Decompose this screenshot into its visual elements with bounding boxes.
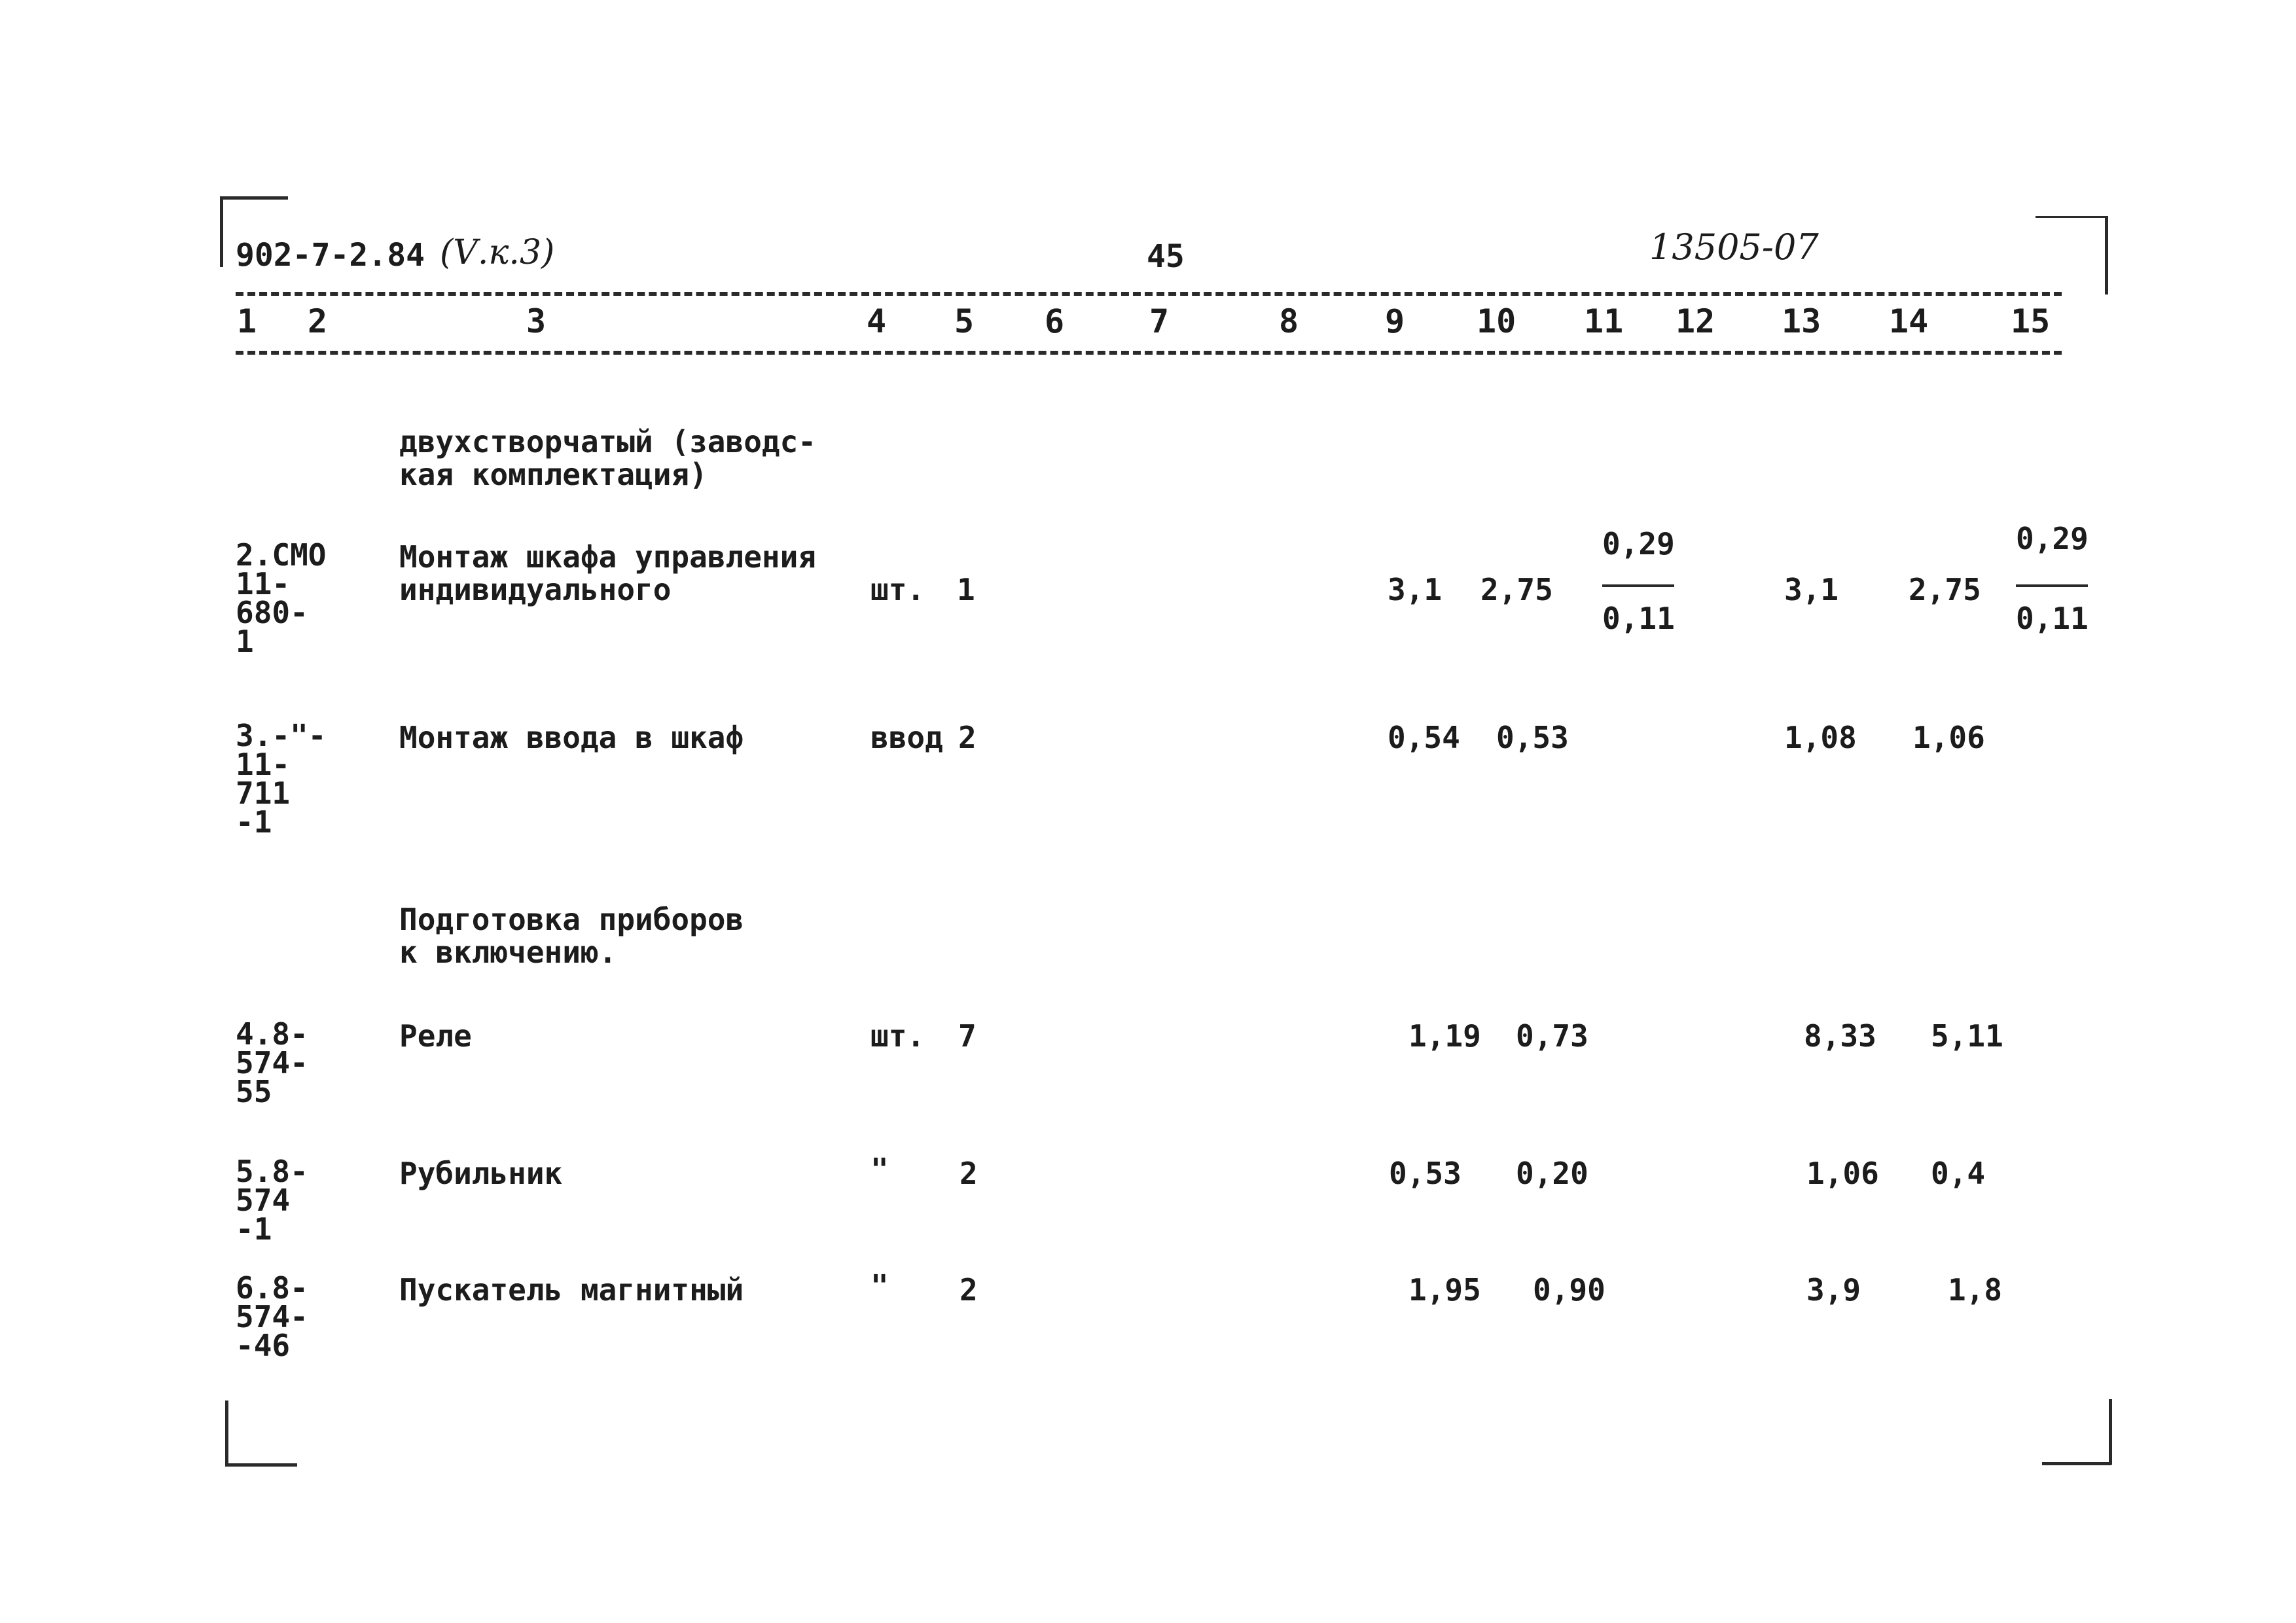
frame-corner-bottom-left-horizontal: [225, 1463, 297, 1467]
row-3-section-heading: Подготовка приборов к включению.: [399, 902, 744, 970]
row-6-col14: 1,8: [1948, 1272, 2003, 1308]
row-5-col14: 0,4: [1931, 1156, 1986, 1191]
row-6-code: 6.8- 574- -46: [236, 1270, 308, 1363]
row-4-col9: 1,19: [1408, 1018, 1481, 1054]
header-divider-bottom: [236, 351, 2062, 355]
row-4-name: Реле: [399, 1018, 472, 1054]
row-2-col10: 0,53: [1496, 720, 1569, 755]
row-5-col13: 1,06: [1806, 1156, 1879, 1191]
column-number-3: 3: [526, 302, 547, 340]
frame-corner-top-right-horizontal: [2036, 216, 2108, 218]
row-4-unit: шт.: [870, 1018, 925, 1054]
row-0-name: двухстворчатый (заводс- кая комплектация): [399, 424, 816, 492]
row-2-code: 3.-"- 11- 711 -1: [236, 718, 327, 840]
column-number-15: 15: [2011, 302, 2051, 340]
row-1-col15-numerator: 0,29: [2016, 521, 2089, 556]
document-volume: (Ⅴ.к.3): [440, 233, 555, 272]
column-number-12: 12: [1676, 302, 1715, 340]
column-number-2: 2: [308, 302, 328, 340]
row-5-unit: ": [870, 1152, 889, 1187]
row-1-col15-denominator: 0,11: [2016, 601, 2089, 636]
row-2-qty: 2: [958, 720, 977, 755]
frame-corner-top-left-horizontal: [220, 196, 288, 200]
row-1-code: 2.СМО 11- 680- 1: [236, 537, 327, 659]
row-2-col13: 1,08: [1784, 720, 1857, 755]
row-4-col13: 8,33: [1804, 1018, 1876, 1054]
row-6-col9: 1,95: [1408, 1272, 1481, 1308]
row-5-name: Рубильник: [399, 1156, 563, 1191]
row-5-qty: 2: [960, 1156, 978, 1191]
row-1-col11-fraction-bar: [1602, 584, 1674, 587]
column-number-5: 5: [954, 302, 975, 340]
row-1-col15-fraction-bar: [2016, 584, 2088, 587]
column-number-6: 6: [1045, 302, 1065, 340]
row-1-col10: 2,75: [1480, 572, 1553, 607]
row-2-col9: 0,54: [1388, 720, 1460, 755]
row-1-unit: шт.: [870, 572, 925, 607]
page-number: 45: [1147, 238, 1185, 275]
row-6-name: Пускатель магнитный: [399, 1272, 744, 1308]
row-1-col13: 3,1: [1784, 572, 1839, 607]
row-6-col10: 0,90: [1533, 1272, 1605, 1308]
row-1-col9: 3,1: [1388, 572, 1443, 607]
row-5-col9: 0,53: [1389, 1156, 1462, 1191]
frame-corner-bottom-right-horizontal: [2042, 1462, 2111, 1465]
frame-corner-top-left-vertical: [220, 196, 223, 267]
column-number-4: 4: [867, 302, 887, 340]
row-4-code: 4.8- 574- 55: [236, 1016, 308, 1109]
frame-corner-bottom-right-vertical: [2109, 1399, 2112, 1465]
column-number-8: 8: [1279, 302, 1299, 340]
row-2-unit: ввод: [870, 720, 943, 755]
column-number-11: 11: [1584, 302, 1624, 340]
frame-corner-top-right-vertical: [2105, 216, 2108, 294]
inventory-number: 13505-07: [1649, 226, 1819, 268]
row-4-qty: 7: [958, 1018, 977, 1054]
row-5-col10: 0,20: [1516, 1156, 1588, 1191]
column-number-1: 1: [237, 302, 257, 340]
row-1-col11-numerator: 0,29: [1602, 526, 1675, 562]
header-divider-top: [236, 292, 2062, 296]
row-6-unit: ": [870, 1268, 889, 1304]
row-5-code: 5.8- 574 -1: [236, 1154, 308, 1247]
column-number-14: 14: [1889, 302, 1929, 340]
document-code: 902-7-2.84: [236, 237, 425, 274]
row-4-col10: 0,73: [1516, 1018, 1588, 1054]
column-number-9: 9: [1385, 302, 1405, 340]
row-2-name: Монтаж ввода в шкаф: [399, 720, 744, 755]
row-2-col14: 1,06: [1912, 720, 1985, 755]
row-6-qty: 2: [960, 1272, 978, 1308]
row-1-col14: 2,75: [1909, 572, 1981, 607]
column-number-7: 7: [1149, 302, 1170, 340]
column-number-13: 13: [1782, 302, 1821, 340]
row-1-name: Монтаж шкафа управления индивидуального: [399, 539, 816, 607]
row-1-qty: 1: [957, 572, 975, 607]
row-1-col11-denominator: 0,11: [1602, 601, 1675, 636]
column-number-10: 10: [1477, 302, 1516, 340]
frame-corner-bottom-left-vertical: [225, 1400, 228, 1466]
row-4-col14: 5,11: [1931, 1018, 2003, 1054]
row-6-col13: 3,9: [1806, 1272, 1861, 1308]
